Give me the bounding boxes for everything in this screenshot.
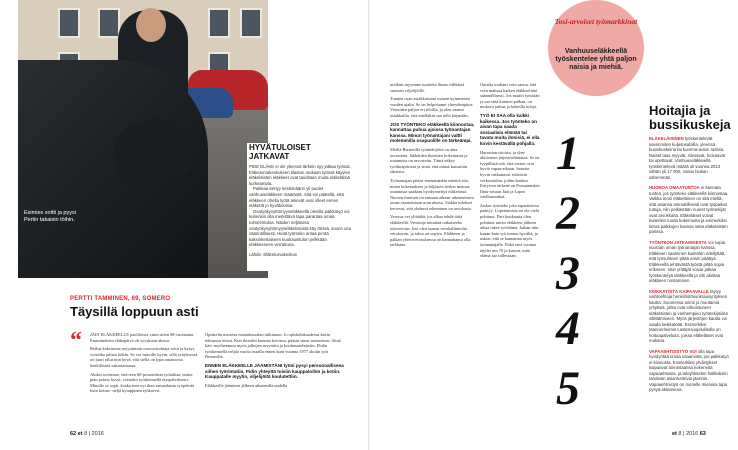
article-paragraph: Työnantajan pitäisi enemmänkin miettiä sitä, miten kokemuksen ja hiljaisen tiedon tuomaa osaamista saadaan hyödynnettyä eläkeiässä. Nuoren ihmisen on samaan aikaan rakennettava omaa osaamistaan uran alussa. Vaikka tulokset kertovat, että yhdessä tekeminen on arvokasta. (390, 177, 474, 211)
fact-list (649, 136, 729, 398)
sidebar-title: HYVÄTULOISET JATKAVAT (249, 143, 311, 161)
fact-item (649, 136, 729, 180)
article-paragraph: Tunnen osan asiakkaistani monen kymmenen vuoden ajalta. Se on helpottanut yhteydenpitoa. Vieraiden paljon eri tiloilla, ja olen saanut asiakkailta, että mielläkin saa tulla käymään. (390, 96, 474, 118)
folio-issue: 8 | 2016 (84, 431, 104, 437)
article-paragraph: Opiskelin nuorena maatalousalan tutkinnon. Jo opiskelukaudessa kävin tehtaassa töissä. Kun ilmoitin kunnan kotiinsa, pääsin sinne tuotantoon. Siinä kävi myöhemmin myös jalkojen myyntiin ja koulutustehtäviin. Ehdin työskennellä neljää vuotta maalla ennen kuin vuonna 1977 aloitin työt Bernerillä. (205, 332, 341, 360)
sidebar-box (247, 143, 354, 271)
sidebar-paragraph: Paikkaa kertyy keskimäärin yli puolet vanhuuseläkkeen määrästä. Sitä voi päätellä, että eläkkeen ohella työtä tekevät ovat olleet ennen eläkettä jo hyvätuloisia. (249, 186, 344, 209)
article-paragraph: Eläkkeelle jäämisen jälkeen aikanenlla uudella (205, 382, 288, 388)
article-paragraph: JÄIN ELÄKKEELLE paoliloista vasta sitten 68-vuotiaana. Emmimäinen eläkepäivä oli syyskuun alussa. (90, 332, 195, 343)
fact-text: työskentelevät useimmiten kuljetusaloilla, yleensä bussikuskeina tai kuorma-auton ratissa. Naiset taas myyvät, siivoavat, hoivaavat tai opettavat. Vanhuuseläkkeellä työskentelevä määrä oli vuonna 2013 vähän yli 17 000, naisia hiukan vähemmän. (649, 136, 726, 180)
fact-lead: TYÖNTEON JATKAMISESTA (649, 239, 707, 245)
folio-magazine: et (77, 431, 83, 437)
article-column-4 (480, 82, 540, 262)
folio-page-number: 63 (699, 431, 706, 437)
article-column-2 (205, 332, 345, 391)
quote-mark-icon: “ (70, 328, 82, 354)
photo-person-head (136, 8, 166, 42)
fact-lead: HUONOA OMAATUNTOA (649, 185, 700, 190)
fact-item (649, 240, 729, 284)
folio-page-number: 62 (70, 431, 77, 437)
photo-window (240, 8, 262, 38)
article-column-3 (390, 82, 476, 251)
article-subhead-paragraph: TYÖ EI SAA olla kaikki kaikessa. Jos työnteko on aivan tapa saada sosiaalisia elämää tai tavata muita ihmisiä, ei olla kovin kestävällä pohjalla. (480, 112, 540, 146)
fact-number: 3 (556, 247, 580, 300)
fact-number: 1 (556, 127, 580, 180)
article-paragraph: Meillä Bernerillä työntekijöitä on aina arvostettu. Iäkkäiden ihmisten kokemusta ja osaamista on arvostettu. Tämä näkyy työilmapiirissä ja siinä, että minut kutsuttiin takaisin. (390, 146, 468, 175)
fact-item (649, 289, 729, 344)
photo-window (98, 8, 120, 38)
portrait-photo (18, 0, 268, 278)
fact-lead: ELÄKELÄISINEN (649, 136, 684, 141)
factbox-headline: Hoitajia ja bussikuskeja (649, 103, 731, 132)
left-folio (70, 431, 104, 437)
page-gutter (368, 0, 370, 450)
fact-lead: VAPAAEHTOISTYÖ VOI (649, 348, 697, 354)
article-kicker: PERTTI TAMMINEN, 69, SOMERO (70, 296, 171, 302)
sidebar-source: Lähde: Eläketurvakeskus (249, 251, 298, 257)
photo-caption: Esimies soitti ja pyysi Pertin takaisin töihin. (24, 210, 76, 223)
right-folio (672, 431, 706, 437)
photo-window (208, 8, 230, 38)
article-column-1 (90, 332, 200, 397)
fact-lead: KEIKKATÖITÄ KAIPAAVALLE (649, 288, 709, 294)
article-paragraph: Verotus vei ylitäältä, jos alkaa tehdä töitä eläkkeellä. Verottaja nimittää ratkaiseeko tuloverotus. Itse olen saanut verohallinnolta verokortin, ja taksa on sopiva. Eläkkeen ja palkan yhteisverotuksessa on kannattanut olla tarkkana. (390, 214, 471, 248)
sidebar-paragraph: Osatyökyvyttömyyseläkkeellä olevilla palkkatyö voi kuitenkin olla merkittävä tapa parantaa omaa toimeentuloa. Näiden neljäsosa osatyökyvyttömyyseläkeläisistä käy töissä, suurin osa säännöllisesti. Heitä työnteko antaa perää kaksinkertaiseen kuukausitulon pelkkään eläkkeeseen verrattuna. (249, 208, 351, 248)
fact-number: 2 (556, 187, 580, 240)
fact-item (649, 185, 729, 235)
fact-text: ei kannata tuntea, jos työnteko eläkkeellä kiinnostaa. Vaikka moni eläkeläinen on sitä mieltä, että asiansa ammatillisesti ovat työpaikat tuttuja, niin pelkästään nuoret työntekijät ovat arvokkaita. Eläkeläiset voivat kuitenkin tuoda kokemusta ja esimerkiksi tietoa palkkojen kanssa sekä eläkeläisten parissa. (649, 185, 729, 234)
fact-text: olla tapa hyödyntää omaa osaamista, jos palkkatyö ei kiinnosta. Esimerkiksi yhdistykset kaipaavat toimintaansa kokeneita vapaaehtoisia, ja taloyhtiöiden hallituksiin tarvitaan asiantuntevia jäseniä. Vapaaehtoistyö on monelle mieluisa tapa pysyä aktiivisena. (649, 348, 729, 392)
article-paragraph: Omalta osaltani voin sanoa, että voin maksaa kaiken eläkkeeltäni säännöllisesti. Jos nauttii työstään ja saa siitä kunnon palkan, on mukava jatkaa ja kokeilla tuloja. (480, 82, 540, 110)
article-paragraph: Harrastan sitoista, ja olen aktiivinen järjestöelämässä. Se on tyypillistä sitä, että menot ovat hyviä vapaa-aikaan. Sanotte hyvin vaikuttavat erilaisiin verkostoihin, joihin kuulun. Erityisen tärkeää on Porsaanmäen Ilmu-seuran Jäät ja Lapin vaellusmatkat. (480, 149, 540, 200)
article-subhead-paragraph: ENNEN ELÄKKEELLE JÄÄMISTÄNI työni pysyi persoonallisena siihen työrintatiin. Pidin yhteyttä toisiin kauppaloihin ja kotiin. Kauppatalle myytin, viljelijöitä koulutettiin. (205, 362, 344, 380)
fact-number: 4 (556, 302, 580, 355)
sidebar-paragraph: PIDE ELÄKE ei ole yleensä tärkein syy jatkaa työssä. Eläketurvakeskuksen tilaston mukaan työssä käyvien eläkeläisten eläkkeet ovat tasoltaan muita eläkeläisiä korkeampia. (249, 164, 351, 186)
fact-text: voi sopia suoraan oman työnantajan kanssa. Eläkkeen saaminen kuitenkin edellyttää, että työsuhteen pitää ensin päättyä. Eläkkeellä tehtävästä työstä pitää sopia erikseen. Vain yrittäjät voivat jatkaa työskentelyä eläkkeellä ja silti aloittaa eläkkeen nostamisen. (649, 239, 726, 283)
article-subhead-paragraph: JOS TYÖNTEKO eläkkeellä kiinnostaa, kannattaa puhua ajoissa työnantajan kanssa. Minun työnantajani valtti molemmilla osapuolille on tärkeämpi. (390, 121, 475, 144)
article-paragraph: Aluksi sovimme, että teen 60-prosenttista työtaikaa, mutta pian poimo kysyi, voisinko työskennellä täyspäiväisesti. Minulle se sopii, koska teen nyt ihan samanlaista työpäivää kuin kolme- neljä kymppinen työkaveri. (90, 371, 195, 394)
fact-number: 5 (556, 362, 580, 415)
badge-text: Vanhuuseläkkeellä työskentelee yhtä paljon naisia ja miehiä. (555, 48, 637, 71)
folio-issue: 8 | 2016 (678, 431, 699, 437)
article-headline: Täysillä loppuun asti (70, 304, 199, 319)
fact-text: löytyy vaihtoehtoja henkilöstövuokrausyrityksen kautta. Suomessa toimii jo muutamia yrityksiä, jotka ovat erikoistuneet eläkeläisten ja vanhempien työntekijöiden välittämiseen. Myös järjestöjen kautta voi saada keikkatöitä. Esimerkiksi Mannerheimin Lastensuojeluliitolla on hoitoapalveluita, joissa eläkeläiset ovat mukana. (649, 288, 729, 343)
photo-window (58, 8, 80, 38)
fact-item (649, 349, 729, 393)
article-paragraph: Reilua kaksisataa myyntimiin osavuosiohtaja seitti ja kysyi, voisinko palata töihin. Se voi mitoille hyvin, sillä yrityksessä on juuri ollut niin hyvä, että siellä on jopa omattavaa henkilöstöä sairastamassa. (90, 346, 198, 368)
article-paragraph: Joskus työnteko joka tapauksessa päättyy. Lopettamista en ole vielä pohtinut. Pari kuukautta olen pohtinut miten eläkkeen jälkeen aikaa tukee työelämä. Jatkan niin kauan kuin työ tuntuu hyvältä, ja uskon, että se kannattaa myös työnantajalle. Ehkä ensi vuonna täytän sen 70 ja katson, mitä elämä tuo tullessaan. (480, 202, 540, 259)
folio-magazine: et (672, 431, 677, 437)
badge-heading: Tosi-arvoiset työmarkkinat (554, 17, 638, 26)
article-paragraph: urallani myymme tuotteita ilman välikäsiä suoraan viljelijöille. (390, 82, 465, 93)
